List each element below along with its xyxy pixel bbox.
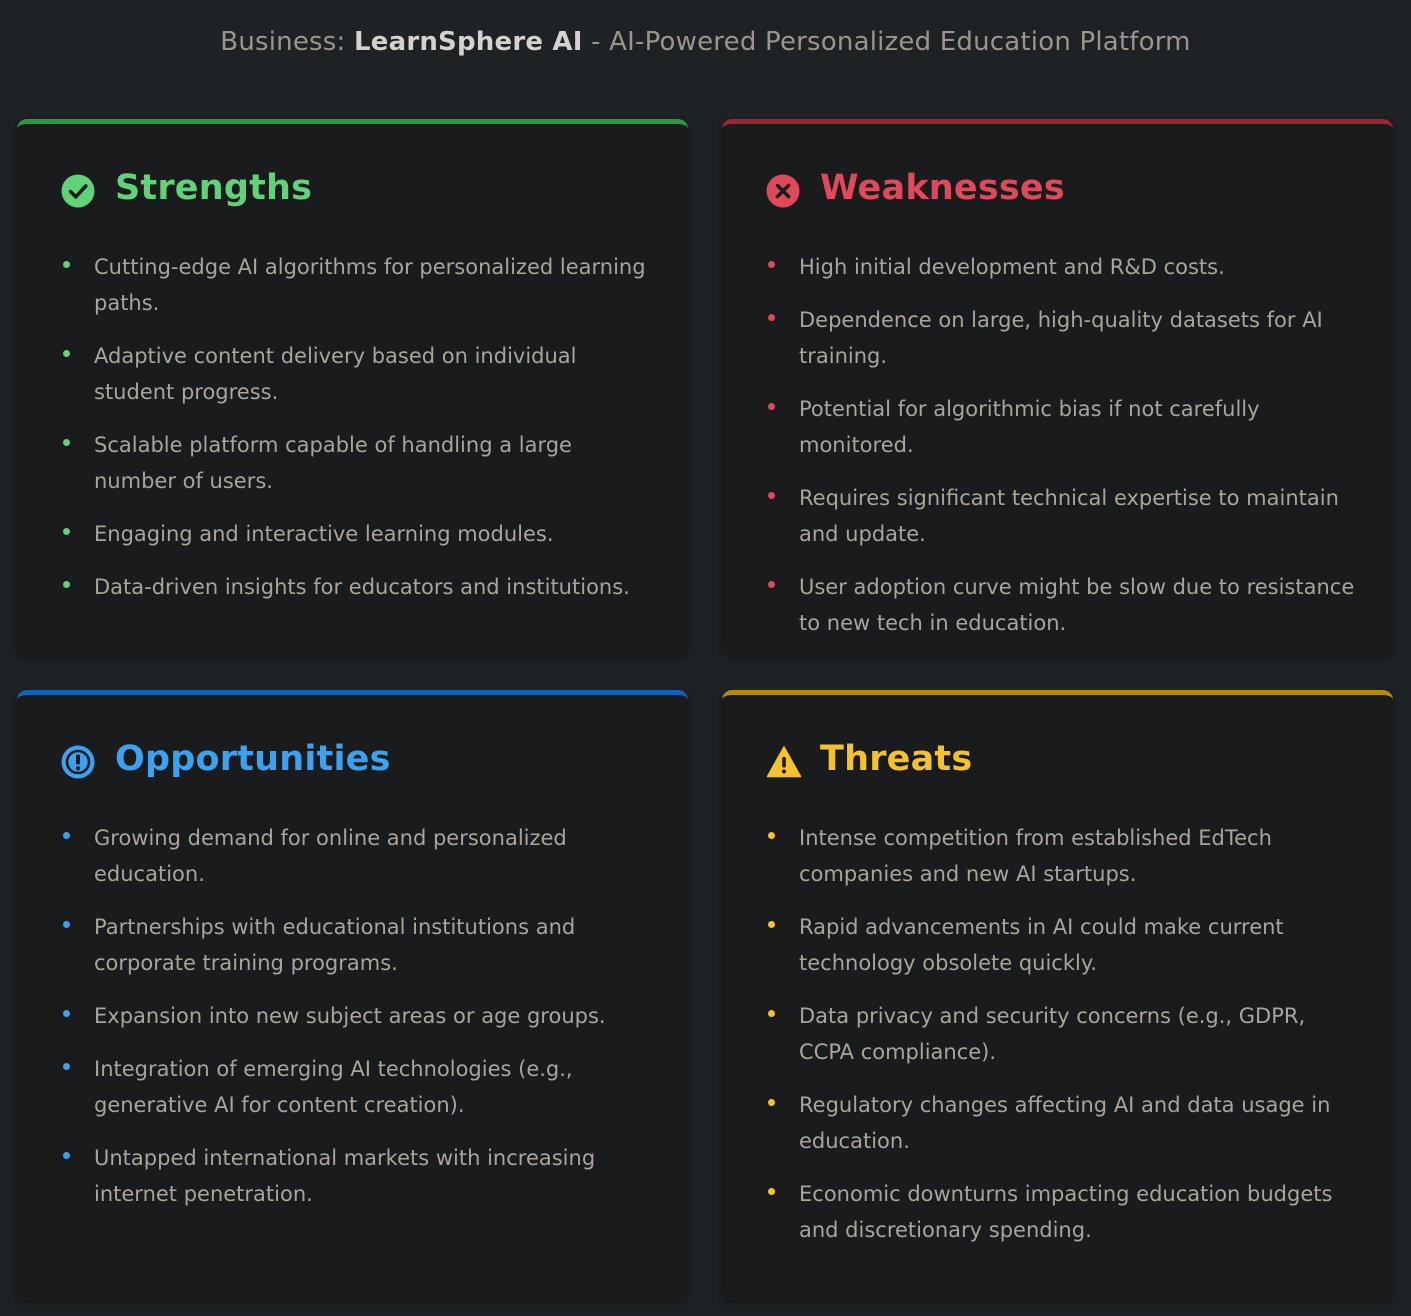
list-item [766,1087,1366,1159]
bullet-dot [768,1010,775,1017]
item-text: Potential for algorithmic bias if not carefully monitored. [799,397,1260,457]
item-text: Requires significant technical expertise to maintain and update. [799,486,1339,546]
opportunities-card [17,690,688,1301]
list-item [766,391,1366,463]
header-suffix: - AI-Powered Personalized Education Platform [591,27,1191,57]
opportunities-title: Opportunities [115,739,391,779]
bullet-dot [63,1010,70,1017]
page-title [0,0,1411,84]
bullet-dot [768,921,775,928]
opportunities-heading [61,737,391,781]
header-prefix: Business: [220,27,346,57]
list-item [766,480,1366,552]
strengths-title: Strengths [115,168,313,208]
bullet-dot [63,261,70,268]
exclamation-circle-icon [61,745,95,779]
item-text: Untapped international markets with increasing internet penetration. [94,1146,596,1206]
bullet-dot [768,1188,775,1195]
list-item [766,820,1366,892]
item-text: High initial development and R&D costs. [799,255,1225,279]
bullet-dot [63,1152,70,1159]
item-text: Dependence on large, high-quality datasets for AI training. [799,308,1323,368]
item-text: Data privacy and security concerns (e.g., GDPR, CCPA compliance). [799,1004,1306,1064]
item-text: User adoption curve might be slow due to resistance to new tech in education. [799,575,1355,635]
list-item [61,820,651,892]
bullet-dot [63,350,70,357]
opportunities-list [61,820,651,1229]
list-item [61,427,651,499]
item-text: Intense competition from established EdTech companies and new AI startups. [799,826,1272,886]
item-text: Engaging and interactive learning modules. [94,522,554,546]
item-text: Cutting-edge AI algorithms for personalized learning paths. [94,255,646,315]
bullet-dot [63,921,70,928]
warning-triangle-icon [766,745,800,779]
list-item [766,569,1366,641]
bullet-dot [768,1099,775,1106]
item-text: Growing demand for online and personalized education. [94,826,567,886]
item-text: Regulatory changes affecting AI and data usage in education. [799,1093,1331,1153]
weaknesses-card [722,119,1393,656]
bullet-dot [63,1063,70,1070]
bullet-dot [768,314,775,321]
bullet-dot [63,439,70,446]
weaknesses-heading [766,166,1065,210]
threats-heading [766,737,972,781]
item-text: Integration of emerging AI technologies (e.g., generative AI for content creation). [94,1057,573,1117]
item-text: Economic downturns impacting education budgets and discretionary spending. [799,1182,1333,1242]
bullet-dot [768,832,775,839]
item-text: Rapid advancements in AI could make current technology obsolete quickly. [799,915,1284,975]
list-item [61,1051,651,1123]
item-text: Data-driven insights for educators and institutions. [94,575,630,599]
list-item [61,516,651,552]
item-text: Expansion into new subject areas or age groups. [94,1004,606,1028]
list-item [766,302,1366,374]
threats-card [722,690,1393,1301]
list-item [61,338,651,410]
business-name: LearnSphere AI [353,27,583,57]
item-text: Adaptive content delivery based on individual student progress. [94,344,577,404]
list-item [61,249,651,321]
bullet-dot [63,581,70,588]
list-item [766,249,1366,285]
bullet-dot [768,581,775,588]
bullet-dot [63,832,70,839]
threats-list [766,820,1366,1265]
list-item [766,909,1366,981]
item-text: Partnerships with educational institutions and corporate training programs. [94,915,576,975]
weaknesses-list [766,249,1366,658]
list-item [766,1176,1366,1248]
list-item [61,998,651,1034]
item-text: Scalable platform capable of handling a large number of users. [94,433,572,493]
list-item [61,1140,651,1212]
list-item [61,569,651,605]
strengths-card [17,119,688,656]
bullet-dot [768,261,775,268]
weaknesses-title: Weaknesses [820,168,1065,208]
list-item [61,909,651,981]
strengths-list [61,249,651,622]
bullet-dot [768,403,775,410]
check-circle-icon [61,174,95,208]
bullet-dot [63,528,70,535]
threats-title: Threats [820,739,973,779]
strengths-heading [61,166,312,210]
x-circle-icon [766,174,800,208]
list-item [766,998,1366,1070]
bullet-dot [768,492,775,499]
